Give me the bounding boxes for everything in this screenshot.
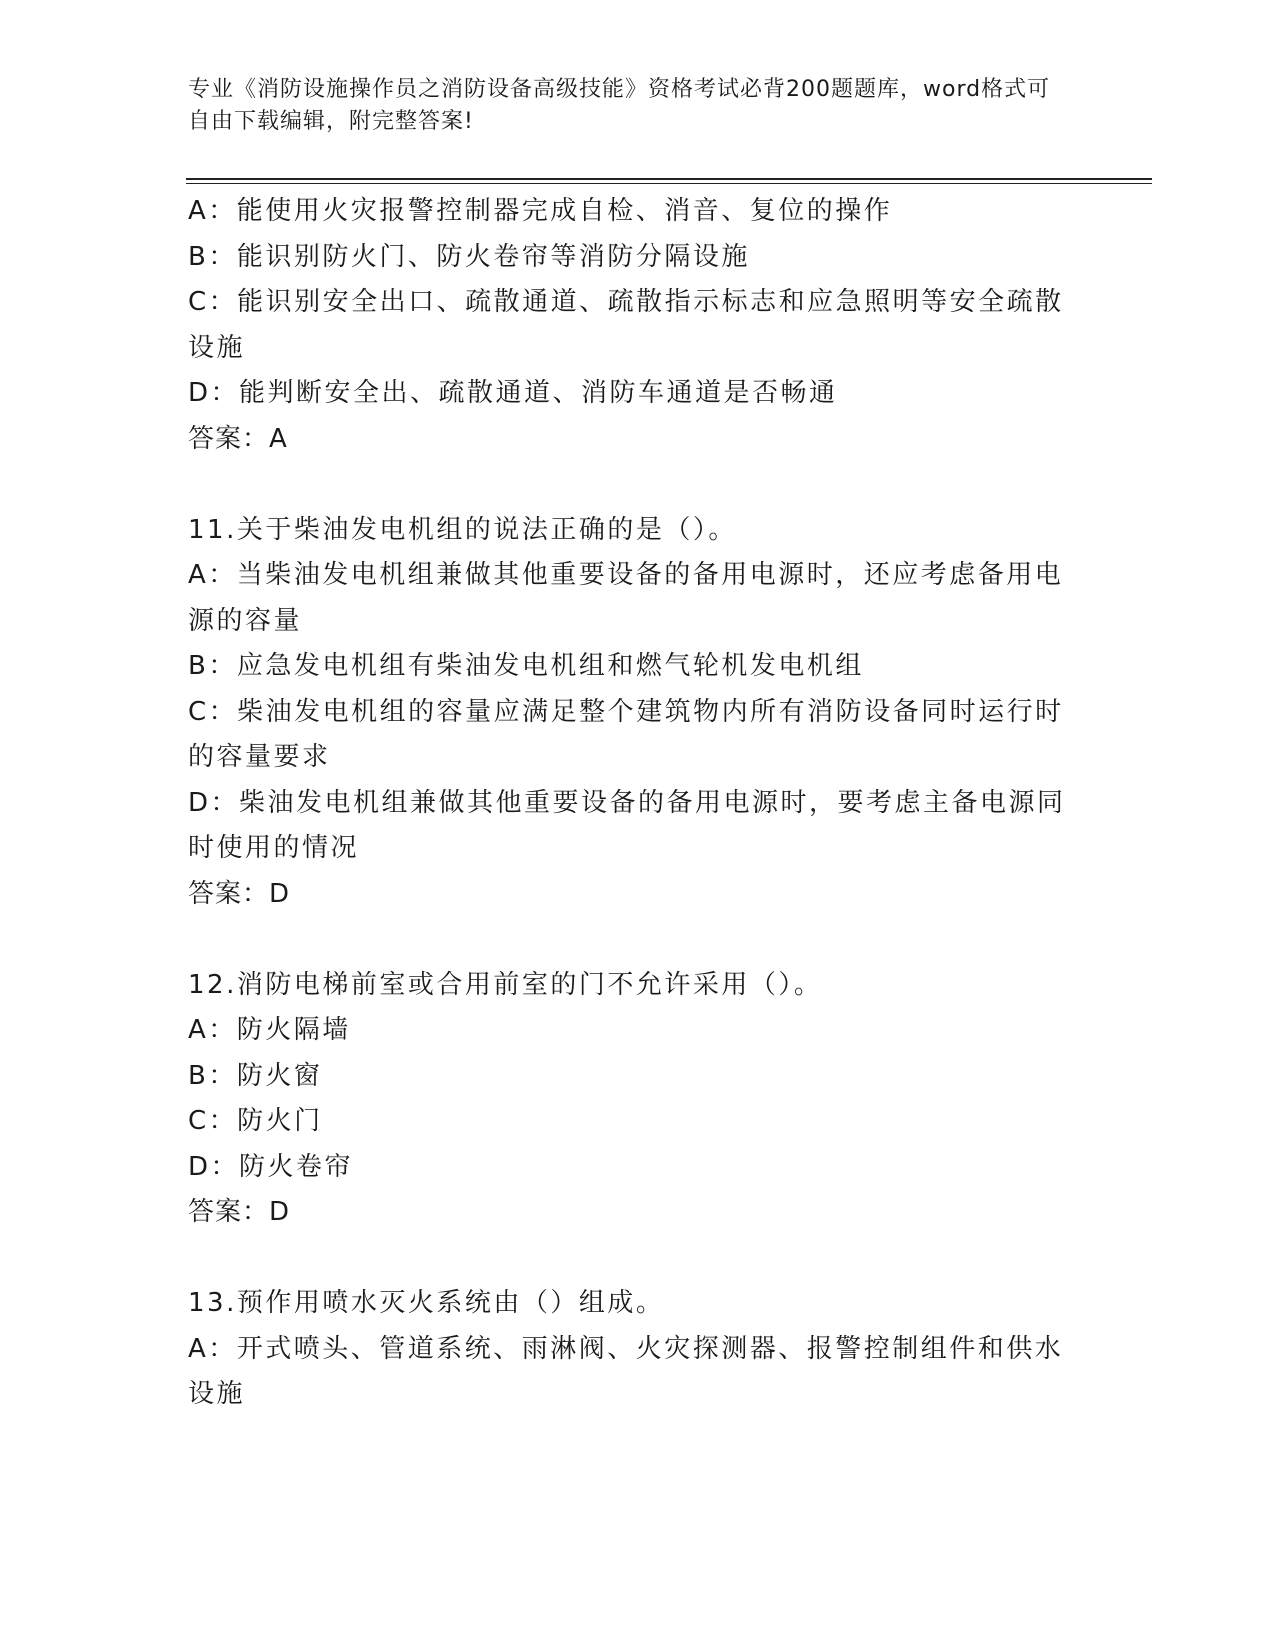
option-b: B：应急发电机组有柴油发电机组和燃气轮机发电机组 xyxy=(188,651,864,681)
header-rule-thick xyxy=(186,178,1152,180)
option-b: B：能识别防火门、防火卷帘等消防分隔设施 xyxy=(188,241,750,272)
option-d: D：柴油发电机组兼做其他重要设备的备用电源时，要考虑主备电源同时使用的情况 xyxy=(188,787,1066,863)
question-spacer xyxy=(188,1236,1078,1282)
question-block xyxy=(188,508,1078,918)
question-stem: 11.关于柴油发电机组的说法正确的是（）。 xyxy=(188,514,737,545)
option-a: A：能使用火灾报警控制器完成自检、消音、复位的操作 xyxy=(188,196,893,226)
header-rule-thin xyxy=(186,183,1152,184)
question-stem: 13.预作用喷水灭火系统由（）组成。 xyxy=(188,1288,665,1318)
question-block xyxy=(188,963,1078,1236)
question-block xyxy=(188,189,1078,462)
option-c: C：能识别安全出口、疏散通道、疏散指示标志和应急照明等安全疏散设施 xyxy=(188,287,1064,363)
option-d: D：防火卷帘 xyxy=(188,1151,354,1182)
option-c: C：防火门 xyxy=(188,1106,323,1136)
answer-line: 答案：A xyxy=(188,423,288,454)
document-header: 专业《消防设施操作员之消防设备高级技能》资格考试必背200题题库，word格式可自由下载编辑，附完整答案! xyxy=(188,77,1051,134)
question-spacer xyxy=(188,917,1078,963)
question-stem: 12.消防电梯前室或合用前室的门不允许采用（）。 xyxy=(188,969,823,1000)
option-a: A：开式喷头、管道系统、雨淋阀、火灾探测器、报警控制组件和供水设施 xyxy=(188,1333,1064,1409)
option-a: A：防火隔墙 xyxy=(188,1015,351,1045)
answer-line: 答案：D xyxy=(188,878,291,909)
option-a: A：当柴油发电机组兼做其他重要设备的备用电源时，还应考虑备用电源的容量 xyxy=(188,560,1064,636)
question-spacer xyxy=(188,462,1078,508)
option-c: C：柴油发电机组的容量应满足整个建筑物内所有消防设备同时运行时的容量要求 xyxy=(188,696,1064,772)
option-b: B：防火窗 xyxy=(188,1060,323,1091)
answer-line: 答案：D xyxy=(188,1197,291,1227)
question-block xyxy=(188,1281,1078,1418)
option-d: D：能判断安全出、疏散通道、消防车通道是否畅通 xyxy=(188,378,838,408)
question-list xyxy=(188,189,1078,1418)
